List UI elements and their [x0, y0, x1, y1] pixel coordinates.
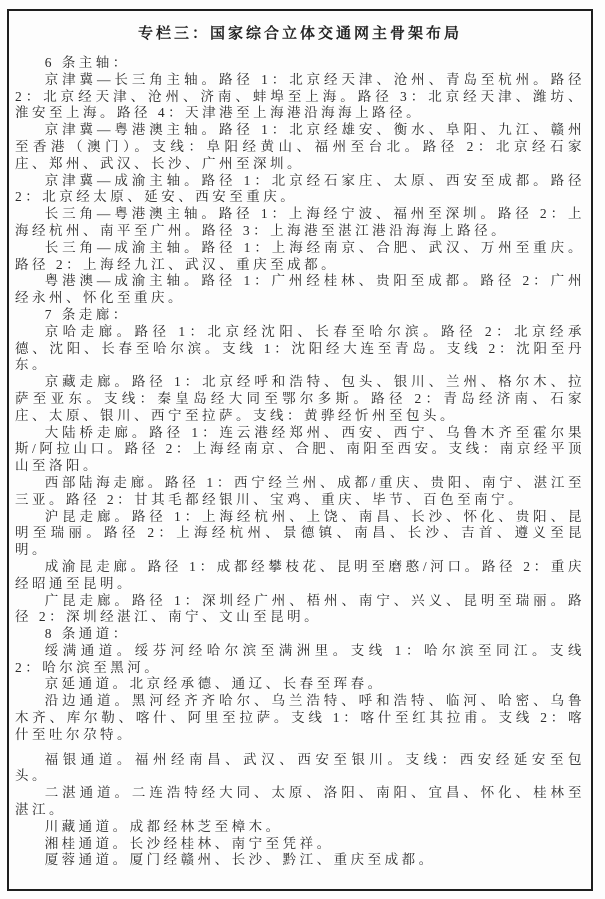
- route-paragraph: 长三角—成渝主轴。路径 1：上海经南京、合肥、武汉、万州至重庆。路径 2：上海经九江、武汉、重庆至成都。: [15, 239, 585, 272]
- section-heading: 6 条主轴：: [44, 55, 130, 70]
- route-paragraph: 二湛通道。二连浩特经大同、太原、洛阳、南阳、宜昌、怀化、桂林至湛江。: [15, 785, 585, 818]
- section-heading: 7 条走廊：: [44, 306, 130, 322]
- route-paragraph: 粤港澳—成渝主轴。路径 1：广州经桂林、贵阳至成都。路径 2：广州经永州、怀化至重庆。: [15, 273, 585, 306]
- route-paragraph: 福银通道。福州经南昌、武汉、西安至银川。支线：西安经延安至包头。: [15, 751, 585, 784]
- page-title: 专栏三：国家综合立体交通网主骨架布局: [137, 26, 462, 42]
- route-paragraph: 京津冀—成渝主轴。路径 1：北京经石家庄、太原、西安至成都。路径 2：北京经太原、延安、西安至重庆。: [15, 172, 585, 205]
- section-heading: 8 条通道：: [44, 626, 130, 642]
- route-paragraph: 大陆桥走廊。路径 1：连云港经郑州、西安、西宁、乌鲁木齐至霍尔果斯/阿拉山口。路径 2：上海经南京、合肥、南阳至西安。支线：南京经平顶山至洛阳。: [15, 424, 585, 474]
- route-paragraph: 湘桂通道。长沙经桂林、南宁至凭祥。: [44, 835, 334, 851]
- route-paragraph: 绥满通道。绥芬河经哈尔滨至满洲里。支线 1：哈尔滨至同江。支线 2：哈尔滨至黑河。: [15, 642, 585, 675]
- route-paragraph: 西部陆海走廊。路径 1：西宁经兰州、成都/重庆、贵阳、南宁、湛江至三亚。路径 2：甘其毛都经银川、宝鸡、重庆、毕节、百色至南宁。: [15, 474, 585, 507]
- route-paragraph: 京延通道。北京经承德、通辽、长春至珲春。: [44, 676, 385, 692]
- route-paragraph: 沪昆走廊。路径 1：上海经杭州、上饶、南昌、长沙、怀化、贵阳、昆明至瑞丽。路径 2：上海经杭州、景德镇、南昌、长沙、吉首、遵义至昆明。: [15, 508, 585, 558]
- route-paragraph: 长三角—粤港澳主轴。路径 1：上海经宁波、福州至深圳。路径 2：上海经杭州、南平至广州。路径 3：上海港至湛江港沿海海上路径。: [15, 206, 585, 238]
- route-paragraph: 川藏通道。成都经林芝至樟木。: [44, 818, 283, 834]
- route-paragraph: 沿边通道。黑河经齐齐哈尔、乌兰浩特、呼和浩特、临河、哈密、乌鲁木齐、库尔勒、喀什、阿里至拉萨。支线 1：喀什至红其拉甫。支线 2：喀什至吐尔尕特。: [15, 693, 585, 742]
- route-paragraph: 京哈走廊。路径 1：北京经沈阳、长春至哈尔滨。路径 2：北京经承德、沈阳、长春至哈尔滨。支线 1：沈阳经大连至青岛。支线 2：沈阳至丹东。: [15, 323, 585, 373]
- route-paragraph: 广昆走廊。路径 1：深圳经广州、梧州、南宁、兴义、昆明至瑞丽。路径 2：深圳经湛江、南宁、文山至昆明。: [15, 592, 585, 625]
- column-border-box: [7, 9, 593, 891]
- document-body: [15, 55, 585, 869]
- route-paragraph: 京藏走廊。路径 1：北京经呼和浩特、包头、银川、兰州、格尔木、拉萨至亚东。支线：秦皇岛经大同至鄂尔多斯。路径 2：青岛经济南、石家庄、太原、银川、西宁至拉萨。支线：黄骅经忻州至包头。: [15, 374, 585, 423]
- route-paragraph: 成渝昆走廊。路径 1：成都经攀枝花、昆明至磨憨/河口。路径 2：重庆经昭通至昆明。: [15, 558, 585, 591]
- route-paragraph: 京津冀—长三角主轴。路径 1：北京经天津、沧州、青岛至杭州。路径 2：北京经天津、沧州、济南、蚌埠至上海。路径 3：北京经天津、潍坊、淮安至上海。路径 4：天津港至上海港沿海海上路径。: [15, 71, 585, 121]
- route-paragraph: 京津冀—粤港澳主轴。路径 1：北京经雄安、衡水、阜阳、九江、赣州至香港（澳门）。支线：阜阳经黄山、福州至台北。路径 2：北京经石家庄、郑州、武汉、长沙、广州至深圳。: [15, 122, 585, 171]
- route-paragraph: 厦蓉通道。厦门经赣州、长沙、黔江、重庆至成都。: [44, 852, 436, 868]
